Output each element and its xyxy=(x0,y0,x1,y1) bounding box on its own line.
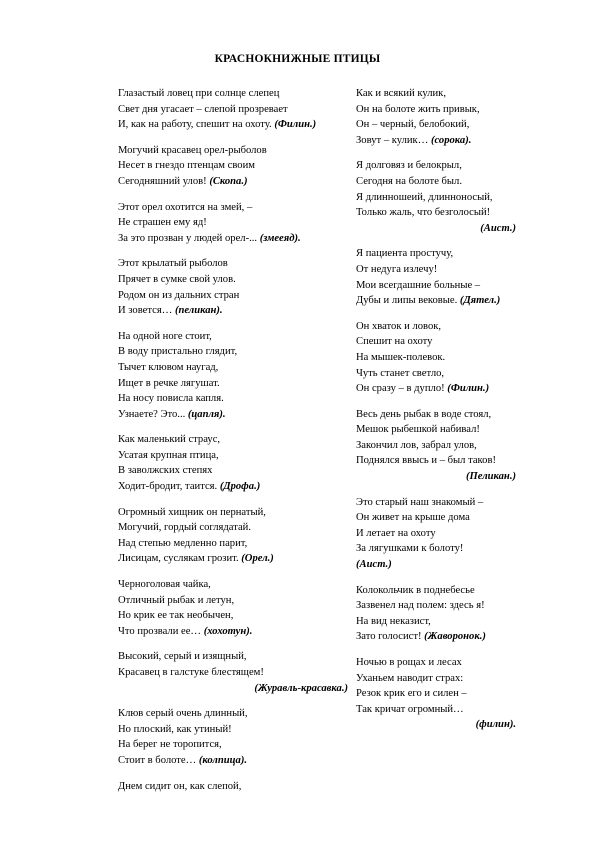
riddle-line xyxy=(118,432,348,448)
riddle xyxy=(356,319,516,397)
riddle-line xyxy=(356,557,516,573)
right-column xyxy=(356,86,516,743)
riddle-text: Он живет на крыше дома xyxy=(356,512,470,524)
riddle-line xyxy=(118,174,348,190)
riddle-text: Мешок рыбешкой набивал! xyxy=(356,424,480,436)
riddle-answer: (Филин.) xyxy=(447,383,490,395)
riddle-line xyxy=(356,262,516,278)
riddle-line xyxy=(356,407,516,423)
riddle-line xyxy=(118,779,348,795)
riddle-text: Это старый наш знакомый – xyxy=(356,496,484,508)
riddle-line xyxy=(356,102,516,118)
riddle-line xyxy=(118,376,348,392)
riddle-text: Несет в гнездо птенцам своим xyxy=(118,160,255,172)
riddle-line xyxy=(356,246,516,262)
riddle xyxy=(118,200,348,247)
riddle-answer: (Жаворонок.) xyxy=(424,631,486,643)
riddle-answer: (Филин.) xyxy=(274,119,317,131)
riddle-line xyxy=(118,102,348,118)
riddle-line xyxy=(118,520,348,536)
riddle-text: На носу повисла капля. xyxy=(118,393,224,405)
riddle-line xyxy=(356,629,516,645)
riddle-line xyxy=(356,381,516,397)
riddle-text: Я длинношеий, длинноносый, xyxy=(356,191,493,203)
riddle xyxy=(118,577,348,639)
riddle-text: На одной ноге стоит, xyxy=(118,330,212,342)
riddle xyxy=(118,86,348,133)
riddle xyxy=(356,583,516,645)
riddle xyxy=(118,329,348,423)
riddle-line xyxy=(118,256,348,272)
riddle-line xyxy=(118,722,348,738)
riddle xyxy=(356,655,516,733)
riddle xyxy=(118,505,348,567)
riddle-line xyxy=(118,577,348,593)
riddle-line xyxy=(356,221,516,237)
riddle-text: Дубы и липы вековые. xyxy=(356,295,460,307)
riddle-line xyxy=(356,526,516,542)
riddle-line xyxy=(356,190,516,206)
riddle-line xyxy=(356,117,516,133)
riddle-line xyxy=(118,448,348,464)
riddle-line xyxy=(118,117,348,133)
riddle-answer: (цапля). xyxy=(187,408,226,420)
riddle-text: Зовут – кулик… xyxy=(356,134,431,146)
riddle-line xyxy=(118,86,348,102)
riddle xyxy=(118,256,348,318)
riddle-answer: (Скопа.) xyxy=(209,175,248,187)
riddle-answer: (Аист.) xyxy=(480,222,516,234)
riddle xyxy=(118,143,348,190)
riddle-text: Уханьем наводит страх: xyxy=(356,672,464,684)
riddle-text: И зовется… xyxy=(118,305,175,317)
riddle-text: Отличный рыбак и летун, xyxy=(118,594,235,606)
riddle-text: И летает на охоту xyxy=(356,527,436,539)
riddle-text: Зато голосист! xyxy=(356,631,425,643)
riddle-answer: (сорока). xyxy=(430,134,472,146)
riddle-line xyxy=(118,215,348,231)
riddle-text: Могучий красавец орел-рыболов xyxy=(118,144,267,156)
riddle-text: Клюв серый очень длинный, xyxy=(118,708,248,720)
riddle-line xyxy=(118,753,348,769)
riddle-text: Он – черный, белобокий, xyxy=(356,119,470,131)
riddle-line xyxy=(356,495,516,511)
riddle-line xyxy=(118,706,348,722)
riddle-line xyxy=(118,505,348,521)
riddle-line xyxy=(118,158,348,174)
riddle-line xyxy=(118,624,348,640)
riddle-text: Как и всякий кулик, xyxy=(356,88,446,99)
riddle-line xyxy=(118,272,348,288)
riddle-answer: (филин). xyxy=(475,719,516,731)
riddle-text: Тычет клювом наугад, xyxy=(118,361,219,373)
riddle-text: Мои всегдашние больные – xyxy=(356,279,481,291)
riddle-text: Поднялся ввысь и – был таков! xyxy=(356,455,496,467)
riddle-text: И, как на работу, спешит на охоту. xyxy=(118,119,275,131)
riddle xyxy=(356,495,516,573)
riddle-text: Черноголовая чайка, xyxy=(118,579,211,591)
riddle-answer: (пеликан). xyxy=(174,305,223,317)
riddle-line xyxy=(356,598,516,614)
riddle-line xyxy=(356,350,516,366)
riddle-line xyxy=(118,665,348,681)
riddle xyxy=(356,246,516,308)
riddle-text: Прячет в сумке свой улов. xyxy=(118,273,236,285)
riddle-text: В воду пристально глядит, xyxy=(118,346,238,358)
riddle-line xyxy=(356,174,516,190)
left-column xyxy=(118,86,348,804)
riddle-text: Усатая крупная птица, xyxy=(118,449,219,461)
riddle-line xyxy=(356,205,516,221)
riddle-text: Зазвенел над полем: здесь я! xyxy=(356,600,485,612)
riddle-line xyxy=(118,391,348,407)
riddle-text: Этот крылатый рыболов xyxy=(118,258,228,270)
riddle-text: Узнаете? Это... xyxy=(118,408,188,420)
riddle-text: В заволжских степях xyxy=(118,465,213,477)
riddle-text: Весь день рыбак в воде стоял, xyxy=(356,408,492,420)
riddle-text: Свет дня угасает – слепой прозревает xyxy=(118,103,288,115)
riddle-line xyxy=(118,329,348,345)
riddle-line xyxy=(118,649,348,665)
riddle-text: Резок крик его и силен – xyxy=(356,688,467,700)
riddle xyxy=(118,706,348,768)
riddle-text: Лисицам, суслякам грозит. xyxy=(118,553,242,565)
riddle-text: Я пациента простучу, xyxy=(356,248,454,260)
riddle-line xyxy=(118,360,348,376)
riddle-line xyxy=(356,453,516,469)
riddle-text: Как маленький страус, xyxy=(118,434,221,446)
riddle-line xyxy=(356,717,516,733)
riddle xyxy=(356,407,516,485)
riddle-line xyxy=(356,583,516,599)
riddle-text: Я долговяз и белокрыл, xyxy=(356,160,462,172)
riddle-line xyxy=(118,737,348,753)
riddle-line xyxy=(118,407,348,423)
riddle-line xyxy=(356,510,516,526)
riddle-line xyxy=(356,614,516,630)
riddle xyxy=(118,779,348,795)
riddle-text: Глазастый ловец при солнце слепец xyxy=(118,88,280,99)
riddle xyxy=(356,158,516,236)
riddle-answer: (Журавль-красавка.) xyxy=(254,682,348,694)
riddle-line xyxy=(118,288,348,304)
riddle-text: Сегодняшний улов! xyxy=(118,175,210,187)
riddle-text: Закончил лов, забрал улов, xyxy=(356,439,477,451)
riddle-text: Днем сидит он, как слепой, xyxy=(118,780,242,792)
riddle-text: Могучий, гордый соглядатай. xyxy=(118,522,251,534)
riddle-text: Родом он из дальних стран xyxy=(118,289,240,301)
riddle-text: Стоит в болоте… xyxy=(118,754,199,766)
riddle-text: Сегодня на болоте был. xyxy=(356,175,462,187)
riddle-line xyxy=(118,200,348,216)
riddle-line xyxy=(118,681,348,697)
riddle-answer: (Аист.) xyxy=(356,559,392,571)
riddle-answer: (Дятел.) xyxy=(459,295,501,307)
riddle-line xyxy=(118,344,348,360)
riddle-text: Ходит-бродит, таится. xyxy=(118,481,220,493)
riddle-line xyxy=(356,133,516,149)
riddle-line xyxy=(356,686,516,702)
riddle-text: Красавец в галстуке блестящем! xyxy=(118,667,264,678)
riddle-text: Не страшен ему яд! xyxy=(118,217,207,229)
riddle-text: Этот орел охотится на змей, – xyxy=(118,201,253,213)
riddle-text: Только жаль, что безголосый! xyxy=(356,207,491,219)
riddle-line xyxy=(356,655,516,671)
riddle-line xyxy=(356,293,516,309)
riddle-text: Но крик ее так необычен, xyxy=(118,610,234,622)
riddle-text: Что прозвали ее… xyxy=(118,625,204,637)
riddle xyxy=(118,432,348,494)
riddle-text: Колокольчик в поднебесье xyxy=(356,584,475,596)
riddle-answer: (Пеликан.) xyxy=(466,471,516,483)
riddle-line xyxy=(118,536,348,552)
riddle-line xyxy=(118,231,348,247)
riddle-line xyxy=(118,143,348,159)
riddle-text: За это прозван у людей орел-... xyxy=(118,232,260,244)
riddle-line xyxy=(356,366,516,382)
riddle-line xyxy=(356,319,516,335)
riddle-line xyxy=(356,278,516,294)
riddle-line xyxy=(356,86,516,102)
riddle-text: Чуть станет светло, xyxy=(356,367,445,379)
riddle-line xyxy=(356,541,516,557)
riddle-line xyxy=(356,158,516,174)
riddle-line xyxy=(356,671,516,687)
riddle-answer: (Дрофа.) xyxy=(219,481,261,493)
riddle-line xyxy=(356,422,516,438)
riddle-line xyxy=(118,303,348,319)
riddle-text: На вид неказист, xyxy=(356,615,431,627)
riddle-line xyxy=(118,593,348,609)
riddle-text: Огромный хищник он пернатый, xyxy=(118,506,266,518)
page-title: КРАСНОКНИЖНЫЕ ПТИЦЫ xyxy=(214,53,381,65)
riddle-line xyxy=(118,551,348,567)
riddle-text: Над степью медленно парит, xyxy=(118,537,248,549)
riddle xyxy=(356,86,516,148)
riddle-text: Спешит на охоту xyxy=(356,336,433,348)
riddle-text: На мышек-полевок. xyxy=(356,351,446,363)
riddle-answer: (колпица). xyxy=(198,754,248,766)
riddle-text: Он хваток и ловок, xyxy=(356,320,442,332)
riddle-text: Ищет в речке лягушат. xyxy=(118,377,220,389)
riddle-text: Ночью в рощах и лесах xyxy=(356,657,462,668)
riddle-text: За лягушками к болоту! xyxy=(356,543,464,555)
riddle-line xyxy=(118,479,348,495)
riddle-answer: (Орел.) xyxy=(241,553,274,565)
riddle-answer: (хохотун). xyxy=(203,625,253,637)
riddle-line xyxy=(118,608,348,624)
riddle-text: От недуга излечу! xyxy=(356,263,438,275)
riddle xyxy=(118,649,348,696)
riddle-answer: (змееяд). xyxy=(259,232,301,244)
riddle-text: Он сразу – в дупло! xyxy=(356,383,448,395)
riddle-text: Он на болоте жить привык, xyxy=(356,103,480,115)
riddle-line xyxy=(356,702,516,718)
riddle-text: На берег не торопится, xyxy=(118,739,222,751)
riddle-text: Так кричат огромный… xyxy=(356,703,464,715)
riddle-line xyxy=(356,334,516,350)
riddle-line xyxy=(118,463,348,479)
riddle-line xyxy=(356,438,516,454)
riddle-line xyxy=(356,469,516,485)
riddle-text: Высокий, серый и изящный, xyxy=(118,651,247,663)
riddle-text: Но плоский, как утиный! xyxy=(118,723,232,735)
